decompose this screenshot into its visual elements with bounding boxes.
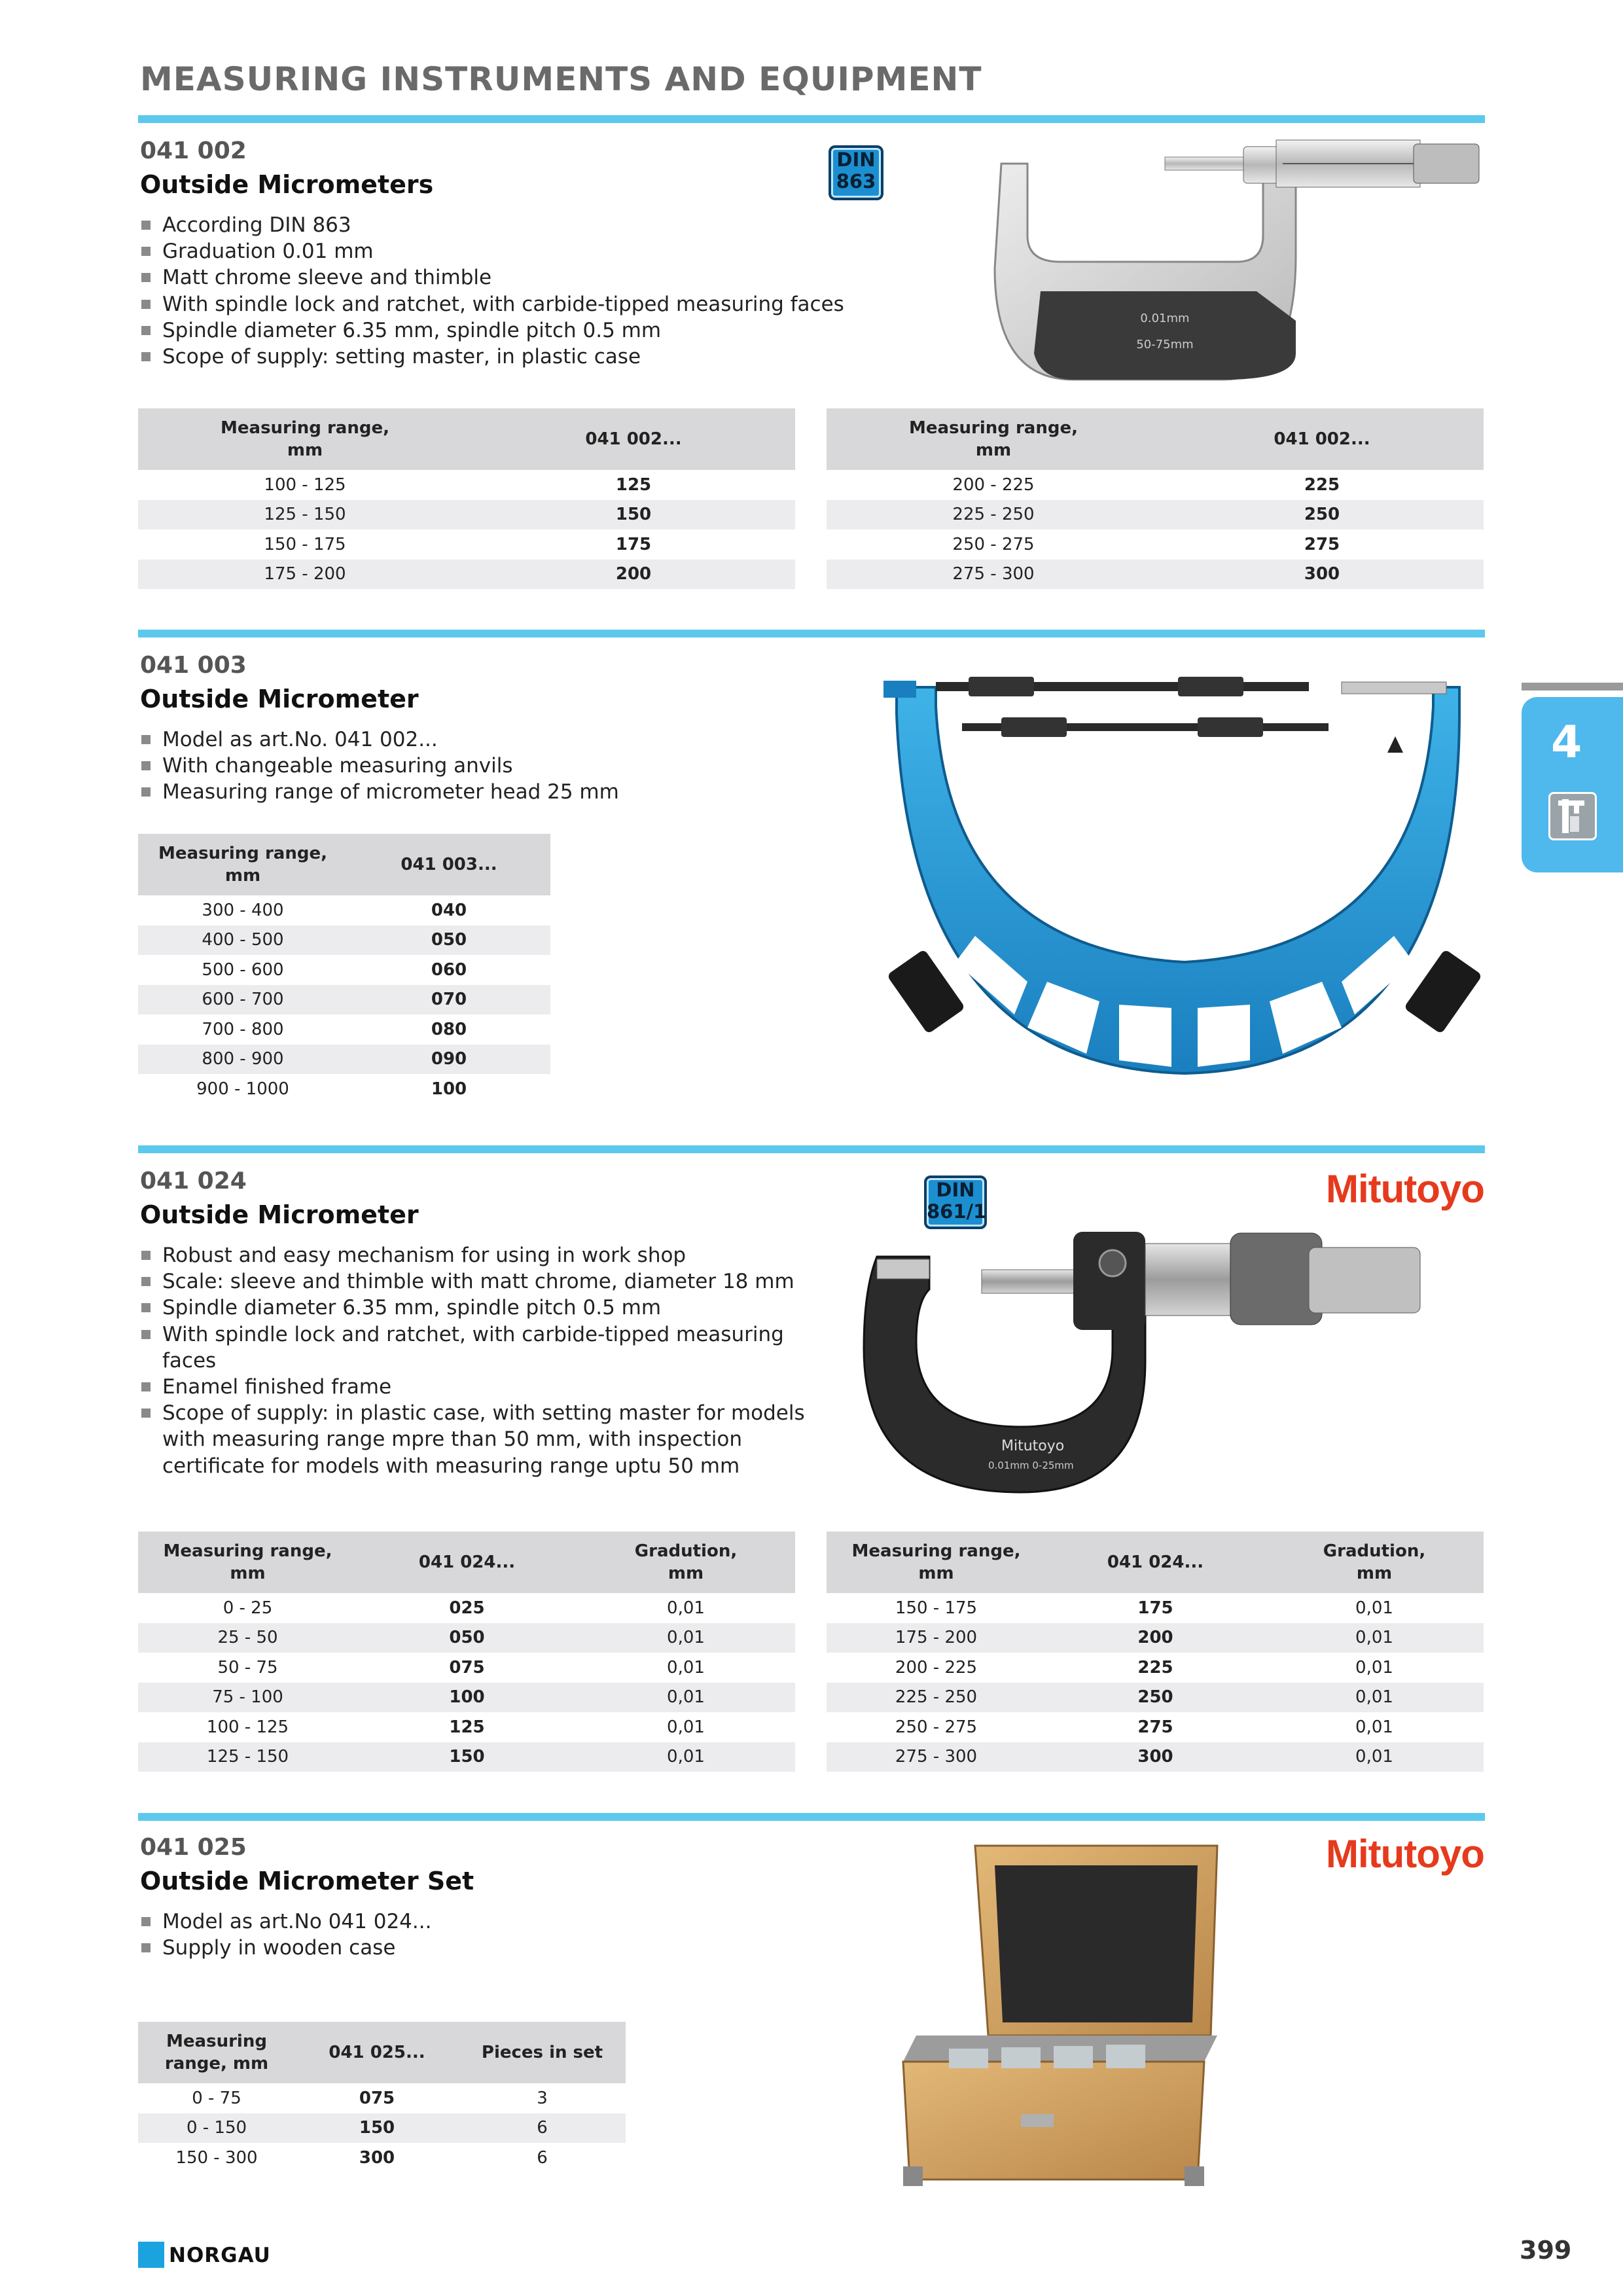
table-row: 150 - 175 175 0,01 xyxy=(895,1598,1393,1618)
product-name: Outside Micrometer Set xyxy=(140,1867,474,1895)
table-header: Measuring range, mm xyxy=(138,834,348,895)
feature-item: Model as art.No 041 024... xyxy=(140,1909,431,1935)
table-row: 150 - 300 300 6 xyxy=(175,2147,548,2168)
table-row: 150 - 175 175 xyxy=(264,534,652,554)
frame-label: 0.01mm 0-25mm xyxy=(988,1460,1074,1471)
feature-item: Robust and easy mechanism for using in work shop xyxy=(140,1242,834,1268)
table-row: 50 - 75 075 0,01 xyxy=(217,1657,705,1677)
table-header: 041 024... xyxy=(357,1532,577,1593)
caliper-icon xyxy=(1548,792,1597,840)
table-header: 041 002... xyxy=(1160,408,1484,470)
chapter-tab-divider xyxy=(1522,683,1623,691)
product-name: Outside Micrometer xyxy=(140,1200,419,1229)
feature-list xyxy=(140,726,619,806)
feature-item: Spindle diameter 6.35 mm, spindle pitch 0.5 mm xyxy=(140,317,844,344)
frame-label: 0.01mm xyxy=(1140,312,1190,325)
table-row: 100 - 125 125 0,01 xyxy=(206,1717,705,1737)
large-micrometer-image xyxy=(883,674,1486,1100)
table-row: 175 - 200 200 0,01 xyxy=(827,1623,1484,1653)
table-row: 75 - 100 100 0,01 xyxy=(138,1683,795,1713)
table-row: 200 - 225 225 xyxy=(952,475,1340,495)
feature-item: Spindle diameter 6.35 mm, spindle pitch 0.5 mm xyxy=(140,1295,834,1321)
din-badge: DIN 861/1 xyxy=(924,1175,987,1229)
table-header: Gradution, mm xyxy=(577,1532,795,1593)
brand-square-icon xyxy=(138,2242,164,2268)
table-header: 041 024... xyxy=(1046,1532,1265,1593)
table-header: Measuring range, mm xyxy=(138,1532,357,1593)
din-badge: DIN 863 xyxy=(829,145,883,200)
spec-table xyxy=(138,2022,626,2173)
mitutoyo-logo: Mitutoyo xyxy=(1326,1167,1484,1211)
table-header: Measuring range, mm xyxy=(827,408,1160,470)
micrometer-image xyxy=(851,1217,1440,1505)
section-divider xyxy=(138,115,1485,123)
feature-item: Scale: sleeve and thimble with matt chrome, diameter 18 mm xyxy=(140,1268,834,1295)
mitutoyo-logo: Mitutoyo xyxy=(1326,1832,1484,1876)
feature-item: Model as art.No. 041 002... xyxy=(140,726,619,753)
article-number: 041 025 xyxy=(140,1834,247,1861)
feature-item: Enamel finished frame xyxy=(140,1374,834,1400)
feature-list xyxy=(140,1242,834,1479)
table-header: Measuring range, mm xyxy=(138,2022,295,2083)
table-row: 0 - 150 150 6 xyxy=(138,2113,626,2144)
table-row: 175 - 200 200 xyxy=(138,560,795,590)
table-header: 041 002... xyxy=(472,408,795,470)
article-number: 041 002 xyxy=(140,137,247,164)
spec-table xyxy=(827,408,1484,589)
table-row: 100 - 125 125 xyxy=(264,475,652,495)
feature-list xyxy=(140,212,844,370)
micrometer-image xyxy=(929,137,1505,386)
footer-brand: NORGAU xyxy=(169,2244,271,2267)
table-row: 200 - 225 225 0,01 xyxy=(895,1657,1393,1677)
section-divider xyxy=(138,1813,1485,1821)
frame-label: Mitutoyo xyxy=(1001,1438,1065,1454)
wooden-case-image xyxy=(890,1839,1230,2206)
table-row: 125 - 150 150 xyxy=(138,500,795,530)
table-header: 041 025... xyxy=(295,2022,459,2083)
feature-item: According DIN 863 xyxy=(140,212,844,238)
article-number: 041 003 xyxy=(140,652,247,679)
article-number: 041 024 xyxy=(140,1168,247,1194)
feature-item: Graduation 0.01 mm xyxy=(140,238,844,264)
feature-item: Measuring range of micrometer head 25 mm xyxy=(140,779,619,805)
table-row: 25 - 50 050 0,01 xyxy=(138,1623,795,1653)
frame-label: 50-75mm xyxy=(1136,338,1194,351)
table-row: 300 - 400 040 xyxy=(202,900,467,920)
spec-table xyxy=(138,1532,795,1772)
table-row: 0 - 25 025 0,01 xyxy=(223,1598,705,1618)
page-title: MEASURING INSTRUMENTS AND EQUIPMENT xyxy=(140,60,982,98)
section-divider xyxy=(138,630,1485,637)
table-row: 275 - 300 300 xyxy=(827,560,1484,590)
table-row: 125 - 150 150 0,01 xyxy=(138,1742,795,1772)
chapter-number: 4 xyxy=(1551,717,1582,768)
table-row: 225 - 250 250 xyxy=(827,500,1484,530)
feature-item: With changeable measuring anvils xyxy=(140,753,619,779)
table-row: 250 - 275 275 0,01 xyxy=(895,1717,1393,1737)
table-header: 041 003... xyxy=(348,834,550,895)
feature-item: Supply in wooden case xyxy=(140,1935,431,1961)
page-number: 399 xyxy=(1520,2236,1572,2265)
table-row: 250 - 275 275 xyxy=(952,534,1340,554)
feature-item: Scope of supply: in plastic case, with setting master for models with measuring range mpre than 50 mm, with inspection certificate for models with measuring range uptu 50 mm xyxy=(140,1400,834,1479)
table-row: 0 - 75 075 3 xyxy=(192,2088,548,2108)
table-header: Gradution, mm xyxy=(1265,1532,1484,1593)
table-row: 500 - 600 060 xyxy=(202,960,467,980)
feature-item: With spindle lock and ratchet, with carbide-tipped measuring faces xyxy=(140,291,844,317)
table-row: 225 - 250 250 0,01 xyxy=(827,1683,1484,1713)
feature-list xyxy=(140,1909,431,1961)
table-row: 700 - 800 080 xyxy=(202,1019,467,1039)
section-divider xyxy=(138,1145,1485,1153)
spec-table xyxy=(827,1532,1484,1772)
table-row: 400 - 500 050 xyxy=(138,925,550,956)
feature-item: Matt chrome sleeve and thimble xyxy=(140,264,844,291)
table-header: Pieces in set xyxy=(459,2022,626,2083)
table-row: 900 - 1000 100 xyxy=(196,1079,467,1099)
feature-item: With spindle lock and ratchet, with carbide-tipped measuring faces xyxy=(140,1321,834,1374)
spec-table xyxy=(138,408,795,589)
spec-table xyxy=(138,834,550,1104)
table-header: Measuring range, mm xyxy=(827,1532,1046,1593)
table-row: 600 - 700 070 xyxy=(138,985,550,1015)
feature-item: Scope of supply: setting master, in plastic case xyxy=(140,344,844,370)
product-name: Outside Micrometer xyxy=(140,685,419,713)
table-row: 275 - 300 300 0,01 xyxy=(827,1742,1484,1772)
product-name: Outside Micrometers xyxy=(140,170,434,199)
table-row: 800 - 900 090 xyxy=(138,1045,550,1075)
table-header: Measuring range, mm xyxy=(138,408,472,470)
